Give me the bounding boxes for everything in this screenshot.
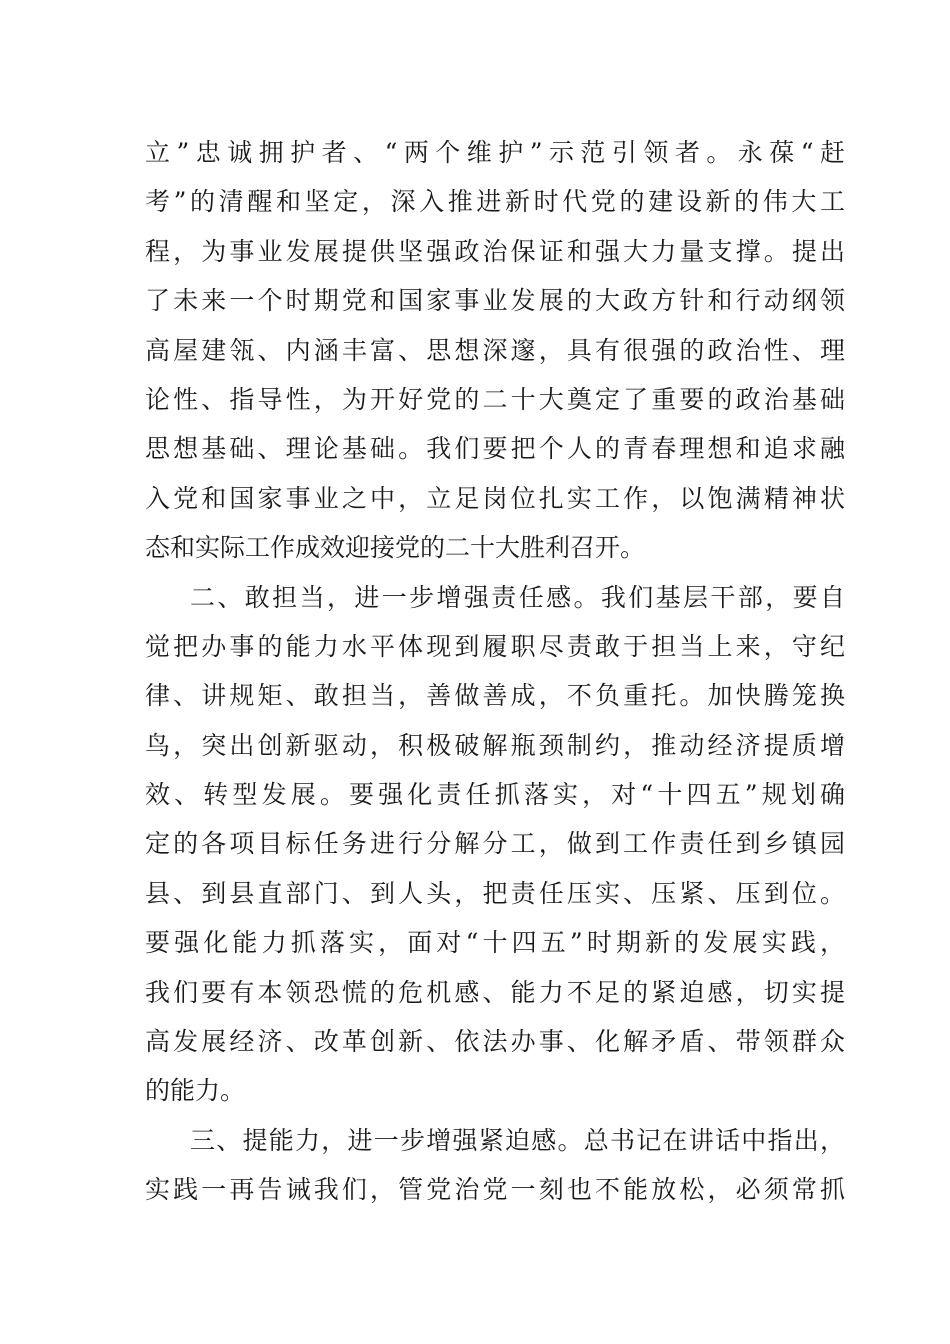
text-line: 高发展经济、改革创新、依法办事、化解矛盾、带领群众 — [145, 1027, 845, 1057]
text-line: 要强化能力抓落实，面对“十四五”时期新的发展实践， — [145, 928, 845, 958]
text-line: 定的各项目标任务进行分解分工，做到工作责任到乡镇园 — [145, 829, 845, 859]
text-line: 考”的清醒和坚定，深入推进新时代党的建设新的伟大工 — [145, 187, 845, 217]
text-line: 入党和国家事业之中，立足岗位扎实工作，以饱满精神状 — [145, 483, 845, 513]
text-line: 县、到县直部门、到人头，把责任压实、压紧、压到位。 — [145, 878, 845, 908]
text-line: 律、讲规矩、敢担当，善做善成，不负重托。加快腾笼换 — [145, 681, 845, 711]
text-line: 高屋建瓴、内涵丰富、思想深邃，具有很强的政治性、理 — [145, 335, 845, 365]
text-line: 效、转型发展。要强化责任抓落实，对“十四五”规划确 — [145, 780, 845, 810]
text-line: 程，为事业发展提供坚强政治保证和强大力量支撑。提出 — [145, 236, 845, 266]
text-line: 我们要有本领恐慌的危机感、能力不足的紧迫感，切实提 — [145, 977, 845, 1007]
paragraph-start-line: 二、敢担当，进一步增强责任感。我们基层干部，要自 — [190, 582, 845, 612]
text-line: 立”忠诚拥护者、“两个维护”示范引领者。永葆“赶 — [145, 138, 845, 167]
text-line: 论性、指导性，为开好党的二十大奠定了重要的政治基础 — [145, 384, 845, 414]
text-line: 鸟，突出创新驱动，积极破解瓶颈制约，推动经济提质增 — [145, 730, 845, 760]
document-body — [145, 128, 845, 1215]
paragraph-end-line: 的能力。 — [145, 1076, 246, 1106]
text-line: 了未来一个时期党和国家事业发展的大政方针和行动纲领 — [145, 286, 845, 316]
paragraph-end-line: 态和实际工作成效迎接党的二十大胜利召开。 — [145, 533, 646, 563]
text-line: 实践一再告诫我们，管党治党一刻也不能放松，必须常抓 — [145, 1175, 845, 1205]
text-line: 觉把办事的能力水平体现到履职尽责敢于担当上来，守纪 — [145, 631, 845, 661]
paragraph-start-line: 三、提能力，进一步增强紧迫感。总书记在讲话中指出， — [190, 1125, 845, 1155]
text-line: 思想基础、理论基础。我们要把个人的青春理想和追求融 — [145, 434, 845, 464]
